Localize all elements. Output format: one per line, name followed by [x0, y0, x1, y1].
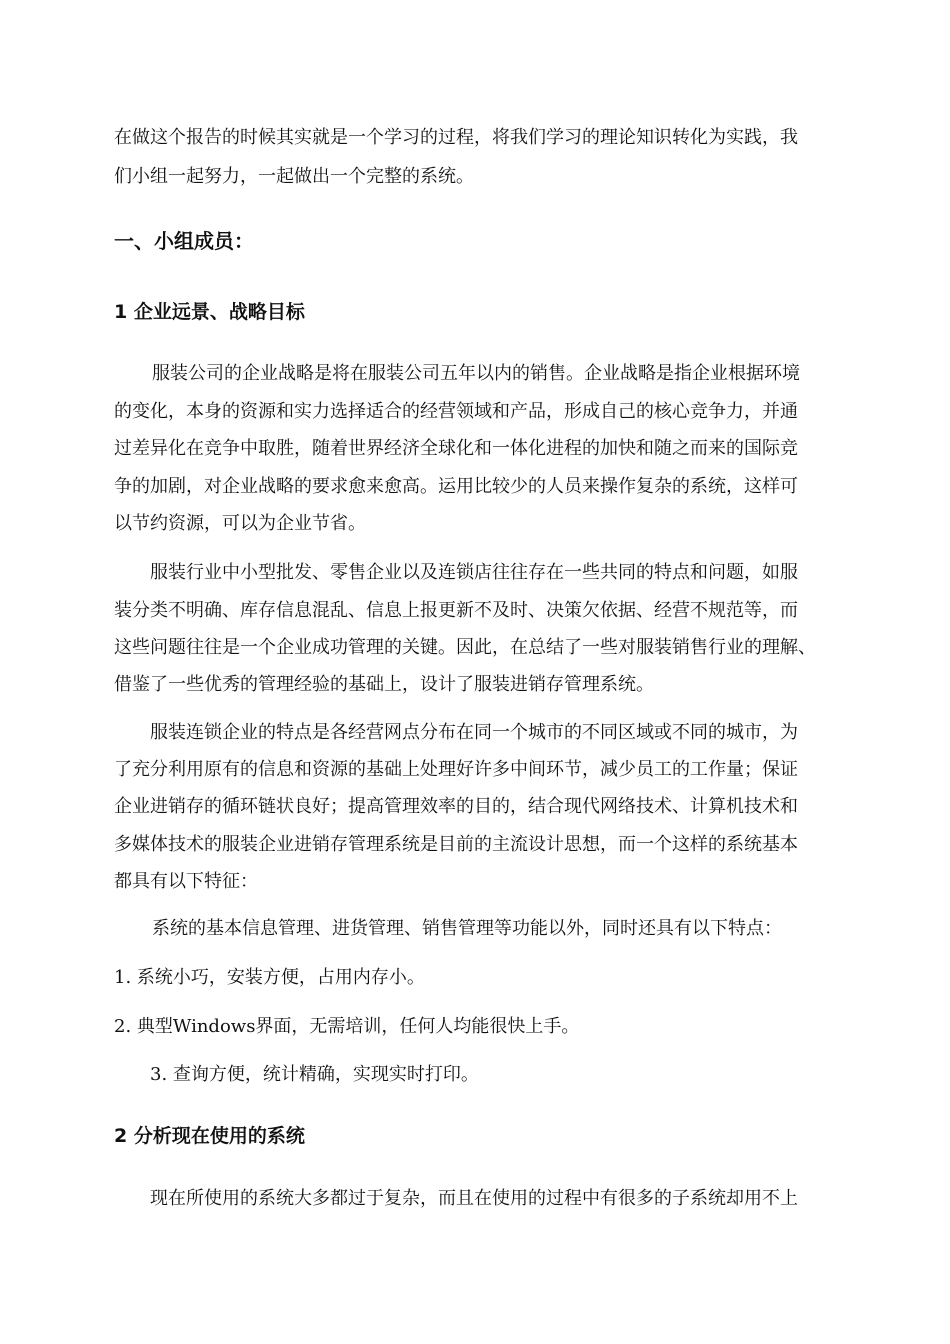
paragraph-line: 借鉴了一些优秀的管理经验的基础上，设计了服装进销存管理系统。: [114, 674, 654, 695]
paragraph-line: 现在所使用的系统大多都过于复杂，而且在使用的过程中有很多的子系统却用不上: [150, 1188, 798, 1209]
paragraph-line: 这些问题往往是一个企业成功管理的关键。因此，在总结了一些对服装销售行业的理解、: [114, 637, 816, 658]
paragraph-line: 服装连锁企业的特点是各经营网点分布在同一个城市的不同区域或不同的城市，为: [150, 722, 798, 743]
paragraph-line: 过差异化在竞争中取胜，随着世界经济全球化和一体化进程的加快和随之而来的国际竞: [114, 438, 798, 459]
section-2-title: 2 分析现在使用的系统: [114, 1125, 305, 1147]
intro-line: 们小组一起努力，一起做出一个完整的系统。: [114, 166, 474, 187]
paragraph-line: 的变化，本身的资源和实力选择适合的经营领域和产品，形成自己的核心竞争力，并通: [114, 401, 798, 422]
paragraph-line: 以节约资源，可以为企业节省。: [114, 513, 366, 534]
list-item: 1. 系统小巧，安装方便，占用内存小。: [114, 967, 425, 988]
paragraph-line: 服装公司的企业战略是将在服装公司五年以内的销售。企业战略是指企业根据环境: [152, 363, 800, 384]
paragraph-line: 企业进销存的循环链状良好；提高管理效率的目的，结合现代网络技术、计算机技术和: [114, 796, 798, 817]
paragraph-line: 装分类不明确、库存信息混乱、信息上报更新不及时、决策欠依据、经营不规范等，而: [114, 600, 798, 621]
list-item: 3. 查询方便，统计精确，实现实时打印。: [150, 1064, 479, 1085]
paragraph-line: 多媒体技术的服装企业进销存管理系统是目前的主流设计思想，而一个这样的系统基本: [114, 834, 798, 855]
list-item: 2. 典型Windows界面，无需培训，任何人均能很快上手。: [114, 1016, 580, 1037]
paragraph-line: 系统的基本信息管理、进货管理、销售管理等功能以外，同时还具有以下特点：: [152, 918, 782, 939]
section-1-title: 1 企业远景、战略目标: [114, 301, 305, 323]
paragraph-line: 都具有以下特征：: [114, 871, 258, 892]
paragraph-line: 服装行业中小型批发、零售企业以及连锁店往往存在一些共同的特点和问题，如服: [150, 562, 798, 583]
heading-group-members: 一、小组成员：: [114, 229, 254, 253]
intro-line: 在做这个报告的时候其实就是一个学习的过程，将我们学习的理论知识转化为实践，我: [114, 127, 798, 148]
paragraph-line: 争的加剧，对企业战略的要求愈来愈高。运用比较少的人员来操作复杂的系统，这样可: [114, 476, 798, 497]
paragraph-line: 了充分利用原有的信息和资源的基础上处理好许多中间环节，减少员工的工作量；保证: [114, 759, 798, 780]
